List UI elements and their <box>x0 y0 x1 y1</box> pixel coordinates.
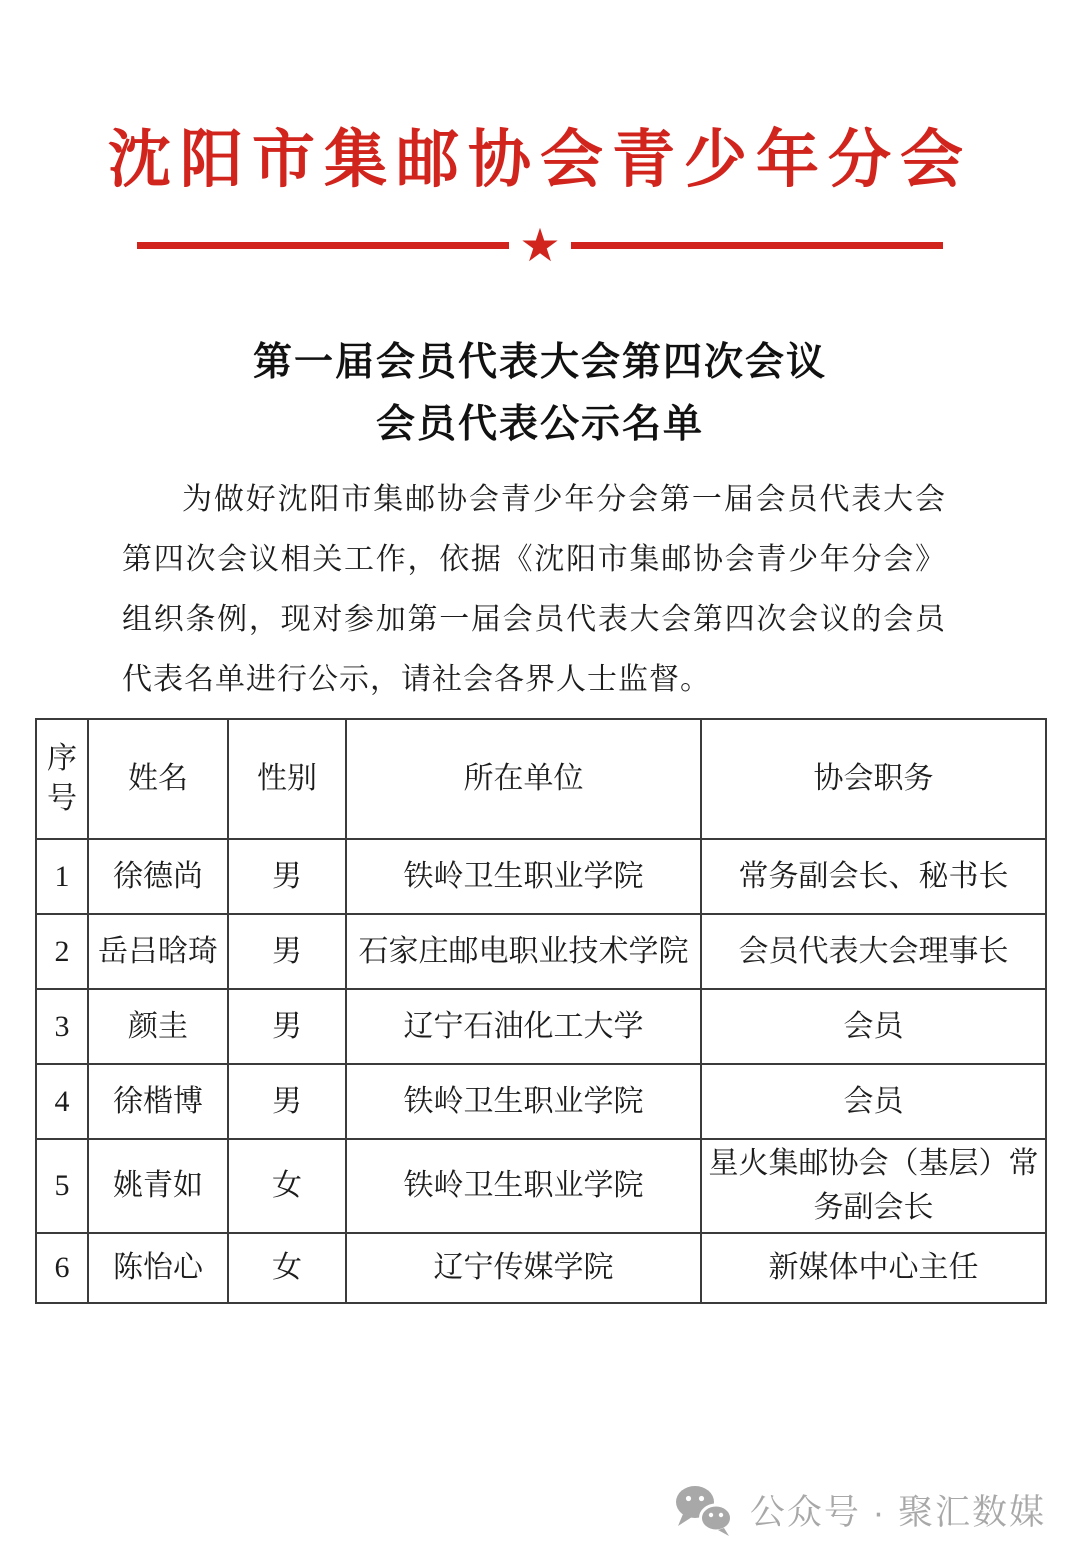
meeting-title-line2: 会员代表公示名单 <box>375 403 704 446</box>
cell-position: 会员代表大会理事长 <box>701 914 1046 989</box>
col-header-position: 协会职务 <box>701 719 1046 839</box>
document-page <box>0 112 1080 1553</box>
divider-line-right <box>571 242 943 249</box>
cell-name: 颜圭 <box>88 989 228 1064</box>
col-header-gender: 性别 <box>228 719 346 839</box>
cell-unit: 辽宁石油化工大学 <box>346 989 701 1064</box>
cell-unit: 铁岭卫生职业学院 <box>346 1139 701 1233</box>
cell-index: 2 <box>36 914 88 989</box>
cell-unit: 铁岭卫生职业学院 <box>346 839 701 914</box>
cell-index: 1 <box>36 839 88 914</box>
cell-name: 岳吕晗琦 <box>88 914 228 989</box>
cell-position: 会员 <box>701 1064 1046 1139</box>
table-row <box>36 1233 1046 1303</box>
cell-name: 姚青如 <box>88 1139 228 1233</box>
table-row <box>36 1139 1046 1233</box>
cell-index: 6 <box>36 1233 88 1303</box>
cell-unit: 辽宁传媒学院 <box>346 1233 701 1303</box>
table-header-row <box>36 719 1046 839</box>
cell-gender: 男 <box>228 989 346 1064</box>
cell-name: 陈怡心 <box>88 1233 228 1303</box>
cell-unit: 石家庄邮电职业技术学院 <box>346 914 701 989</box>
cell-position: 星火集邮协会（基层）常务副会长 <box>701 1139 1046 1233</box>
star-icon: ★ <box>519 218 561 272</box>
cell-index: 5 <box>36 1139 88 1233</box>
cell-name: 徐楷博 <box>88 1064 228 1139</box>
cell-index: 3 <box>36 989 88 1064</box>
meeting-title-line1: 第一届会员代表大会第四次会议 <box>252 341 827 384</box>
watermark <box>672 1483 1046 1537</box>
cell-gender: 男 <box>228 914 346 989</box>
col-header-unit: 所在单位 <box>346 719 701 839</box>
cell-index: 4 <box>36 1064 88 1139</box>
meeting-title <box>0 332 1080 456</box>
table-row <box>36 839 1046 914</box>
cell-position: 常务副会长、秘书长 <box>701 839 1046 914</box>
cell-name: 徐德尚 <box>88 839 228 914</box>
page-title: 沈阳市集邮协会青少年分会 <box>108 125 972 195</box>
cell-gender: 男 <box>228 839 346 914</box>
cell-gender: 男 <box>228 1064 346 1139</box>
delegates-table <box>35 718 1047 1304</box>
watermark-label: 公众号 · 聚汇数媒 <box>749 1493 1046 1532</box>
wechat-icon <box>672 1483 736 1537</box>
intro-paragraph: 为做好沈阳市集邮协会青少年分会第一届会员代表大会第四次会议相关工作，依据《沈阳市集邮协会青少年分会》组织条例，现对参加第一届会员代表大会第四次会议的会员代表名单进行公示，请社会各界人士监督。 <box>122 483 946 696</box>
title-divider <box>0 218 1080 272</box>
col-header-name: 姓名 <box>88 719 228 839</box>
cell-position: 会员 <box>701 989 1046 1064</box>
table-row <box>36 989 1046 1064</box>
col-header-index: 序号 <box>36 719 88 839</box>
cell-gender: 女 <box>228 1233 346 1303</box>
cell-gender: 女 <box>228 1139 346 1233</box>
cell-position: 新媒体中心主任 <box>701 1233 1046 1303</box>
table-row <box>36 1064 1046 1139</box>
table-row <box>36 914 1046 989</box>
cell-unit: 铁岭卫生职业学院 <box>346 1064 701 1139</box>
divider-line-left <box>137 242 509 249</box>
